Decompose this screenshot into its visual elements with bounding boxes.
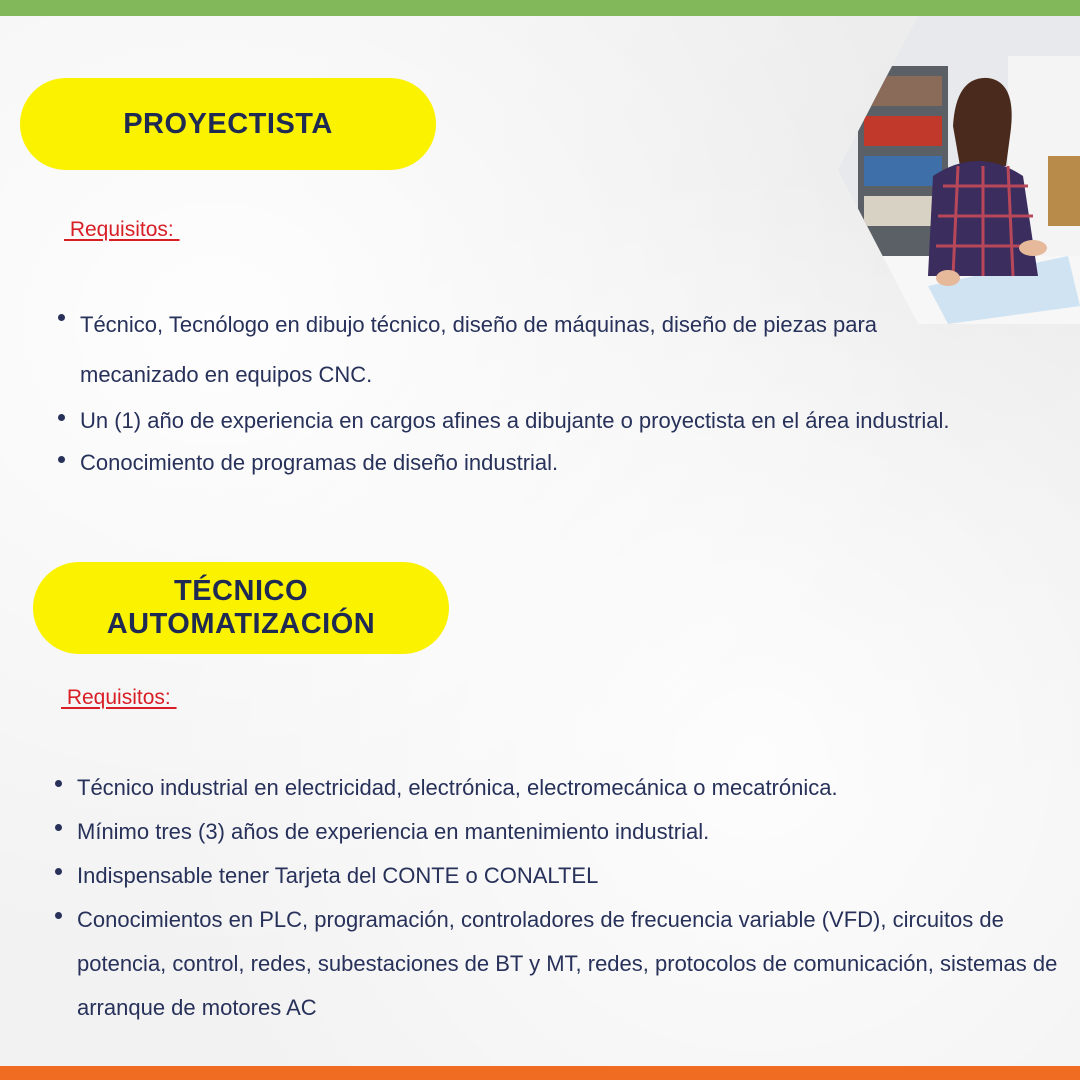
proyectista-title: PROYECTISTA (123, 107, 333, 140)
proyectista-title-pill (20, 78, 436, 170)
list-item: Técnico, Tecnólogo en dibujo técnico, diseño de máquinas, diseño de piezas para mecanizado en equipos CNC. (80, 300, 960, 400)
list-item: Indispensable tener Tarjeta del CONTE o CONALTEL (77, 854, 1067, 898)
list-item: Técnico industrial en electricidad, electrónica, electromecánica o mecatrónica. (77, 766, 1067, 810)
bottom-accent-bar (0, 1066, 1080, 1080)
list-item: Un (1) año de experiencia en cargos afines a dibujante o proyectista en el área industrial. (80, 400, 960, 442)
list-item: Conocimiento de programas de diseño industrial. (80, 442, 960, 484)
list-item: Mínimo tres (3) años de experiencia en mantenimiento industrial. (77, 810, 1067, 854)
tecnico-requirements-list (77, 766, 1067, 1030)
tecnico-title-line1: TÉCNICO (174, 575, 308, 607)
requisitos-label-1: Requisitos: (64, 218, 180, 241)
tecnico-automatizacion-title-pill (33, 562, 449, 654)
top-accent-bar (0, 0, 1080, 16)
requisitos-label-2: Requisitos: (61, 686, 177, 709)
list-item: Conocimientos en PLC, programación, controladores de frecuencia variable (VFD), circuitos de potencia, control, redes, subestaciones de BT y MT, redes, protocolos de comunicación, sistemas de arranque de motores AC (77, 898, 1067, 1030)
tecnico-title-line2: AUTOMATIZACIÓN (106, 608, 376, 640)
proyectista-requirements-list (80, 300, 960, 484)
